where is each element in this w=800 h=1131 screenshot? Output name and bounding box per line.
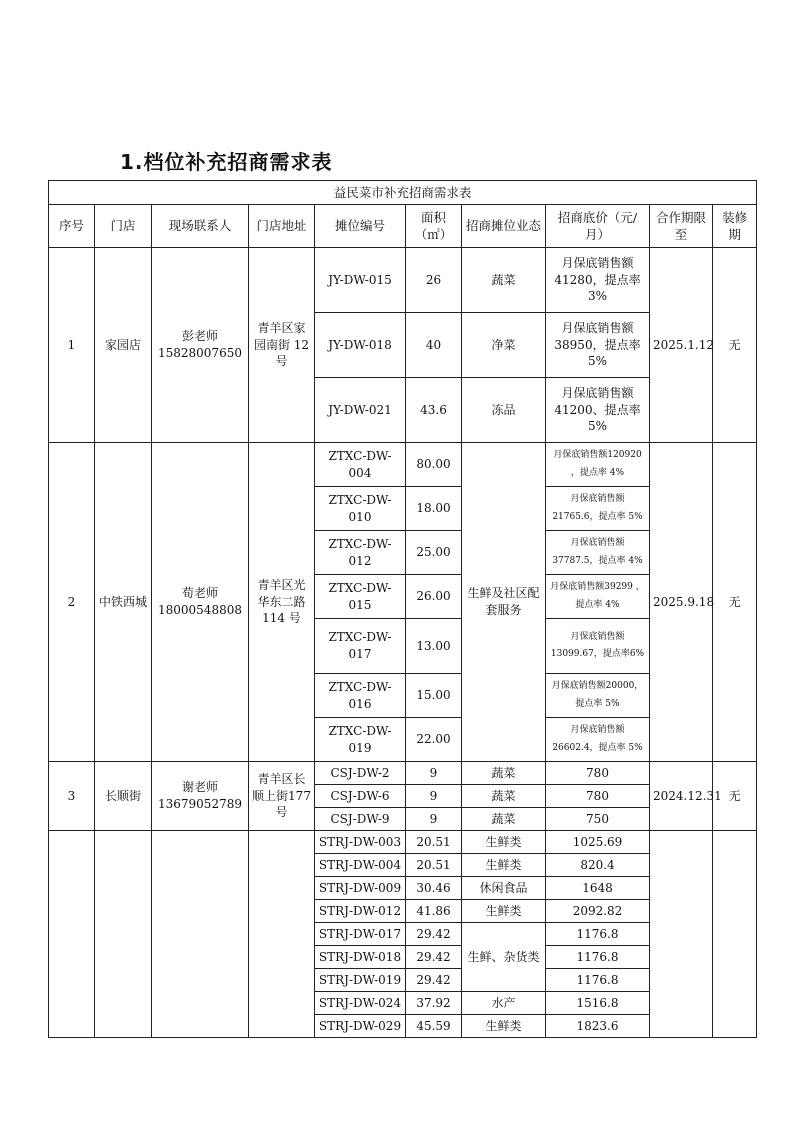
cell-business: 净菜 [462, 313, 546, 378]
cell-stall: ZTXC-DW-016 [315, 674, 406, 718]
cell-stall: STRJ-DW-012 [315, 900, 406, 923]
cell-price: 820.4 [546, 854, 650, 877]
recruitment-table [48, 180, 757, 1038]
cell-business: 冻品 [462, 378, 546, 443]
cell-price: 2092.82 [546, 900, 650, 923]
cell-business: 生鲜类 [462, 1015, 546, 1038]
cell-price: 1025.69 [546, 831, 650, 854]
cell-stall: STRJ-DW-003 [315, 831, 406, 854]
cell-address: 青羊区长顺上街177 号 [249, 762, 315, 831]
cell-contact: 谢老师13679052789 [152, 762, 249, 831]
cell-area: 25.00 [406, 531, 462, 575]
cell-business: 休闲食品 [462, 877, 546, 900]
cell-area: 41.86 [406, 900, 462, 923]
header-area: 面积（㎡） [406, 205, 462, 248]
cell-area: 9 [406, 785, 462, 808]
cell-price: 780 [546, 762, 650, 785]
cell-renovation: 无 [713, 762, 757, 831]
table-row [49, 831, 757, 854]
cell-stall: CSJ-DW-9 [315, 808, 406, 831]
cell-price: 1648 [546, 877, 650, 900]
table-row [49, 762, 757, 785]
header-renovation: 装修期 [713, 205, 757, 248]
cell-stall: STRJ-DW-004 [315, 854, 406, 877]
cell-area: 80.00 [406, 443, 462, 487]
cell-renovation: 无 [713, 248, 757, 443]
cell-term: 2025.9.18 [650, 443, 713, 762]
cell-area: 45.59 [406, 1015, 462, 1038]
header-business: 招商摊位业态 [462, 205, 546, 248]
cell-seq [49, 831, 95, 1038]
cell-price: 1176.8 [546, 969, 650, 992]
cell-store: 家园店 [95, 248, 152, 443]
cell-business: 生鲜类 [462, 831, 546, 854]
cell-area: 20.51 [406, 854, 462, 877]
cell-area: 9 [406, 762, 462, 785]
cell-store: 长顺街 [95, 762, 152, 831]
header-row [49, 205, 757, 248]
cell-price: 月保底销售额26602.4，提点率 5% [546, 718, 650, 762]
cell-price: 月保底销售额39299 ，提点率 4% [546, 575, 650, 619]
cell-stall: ZTXC-DW-019 [315, 718, 406, 762]
cell-price: 月保底销售额41280，提点率3% [546, 248, 650, 313]
cell-store: 中铁西城 [95, 443, 152, 762]
cell-price: 780 [546, 785, 650, 808]
cell-renovation [713, 831, 757, 1038]
cell-business: 水产 [462, 992, 546, 1015]
page-heading: 1.档位补充招商需求表 [120, 150, 333, 174]
cell-contact [152, 831, 249, 1038]
cell-contact: 荀老师18000548808 [152, 443, 249, 762]
cell-area: 43.6 [406, 378, 462, 443]
cell-price: 1823.6 [546, 1015, 650, 1038]
cell-seq: 2 [49, 443, 95, 762]
cell-area: 40 [406, 313, 462, 378]
cell-area: 15.00 [406, 674, 462, 718]
cell-price: 月保底销售额37787.5，提点率 4% [546, 531, 650, 575]
cell-renovation: 无 [713, 443, 757, 762]
cell-address: 青羊区家园南街 12 号 [249, 248, 315, 443]
header-base-price: 招商底价（元/月） [546, 205, 650, 248]
cell-price: 750 [546, 808, 650, 831]
cell-area: 30.46 [406, 877, 462, 900]
cell-stall: STRJ-DW-029 [315, 1015, 406, 1038]
cell-area: 9 [406, 808, 462, 831]
cell-area: 20.51 [406, 831, 462, 854]
cell-business: 生鲜类 [462, 854, 546, 877]
cell-area: 22.00 [406, 718, 462, 762]
cell-stall: JY-DW-018 [315, 313, 406, 378]
cell-seq: 1 [49, 248, 95, 443]
cell-price: 月保底销售额21765.6，提点率 5% [546, 487, 650, 531]
cell-seq: 3 [49, 762, 95, 831]
cell-term: 2025.1.12 [650, 248, 713, 443]
cell-price: 月保底销售额41200、提点率5% [546, 378, 650, 443]
cell-business: 生鲜及社区配套服务 [462, 443, 546, 762]
table-row [49, 248, 757, 313]
cell-stall: STRJ-DW-018 [315, 946, 406, 969]
cell-stall: JY-DW-015 [315, 248, 406, 313]
cell-area: 26.00 [406, 575, 462, 619]
cell-term: 2024.12.31 [650, 762, 713, 831]
cell-stall: ZTXC-DW-015 [315, 575, 406, 619]
cell-price: 1176.8 [546, 923, 650, 946]
cell-business: 生鲜、杂货类 [462, 923, 546, 992]
cell-area: 13.00 [406, 619, 462, 674]
cell-area: 29.42 [406, 946, 462, 969]
cell-price: 月保底销售额38950，提点率5% [546, 313, 650, 378]
cell-business: 蔬菜 [462, 808, 546, 831]
cell-price: 1176.8 [546, 946, 650, 969]
header-stall-no: 摊位编号 [315, 205, 406, 248]
cell-stall: CSJ-DW-6 [315, 785, 406, 808]
cell-contact: 彭老师15828007650 [152, 248, 249, 443]
cell-address [249, 831, 315, 1038]
cell-term [650, 831, 713, 1038]
header-contact: 现场联系人 [152, 205, 249, 248]
cell-price: 月保底销售额20000，提点率 5% [546, 674, 650, 718]
cell-area: 29.42 [406, 923, 462, 946]
header-address: 门店地址 [249, 205, 315, 248]
cell-price: 月保底销售额13099.67，提点率6% [546, 619, 650, 674]
cell-stall: STRJ-DW-017 [315, 923, 406, 946]
cell-price: 月保底销售额120920 ，提点率 4% [546, 443, 650, 487]
cell-price: 1516.8 [546, 992, 650, 1015]
cell-stall: CSJ-DW-2 [315, 762, 406, 785]
cell-stall: STRJ-DW-024 [315, 992, 406, 1015]
table-row [49, 443, 757, 487]
cell-area: 29.42 [406, 969, 462, 992]
cell-stall: ZTXC-DW-010 [315, 487, 406, 531]
cell-stall: STRJ-DW-019 [315, 969, 406, 992]
cell-business: 蔬菜 [462, 762, 546, 785]
table-caption: 益民菜市补充招商需求表 [49, 181, 757, 205]
cell-address: 青羊区光华东二路 114 号 [249, 443, 315, 762]
cell-business: 蔬菜 [462, 785, 546, 808]
cell-stall: JY-DW-021 [315, 378, 406, 443]
header-seq: 序号 [49, 205, 95, 248]
header-store: 门店 [95, 205, 152, 248]
cell-area: 37.92 [406, 992, 462, 1015]
cell-stall: ZTXC-DW-004 [315, 443, 406, 487]
cell-area: 26 [406, 248, 462, 313]
cell-stall: ZTXC-DW-017 [315, 619, 406, 674]
cell-business: 蔬菜 [462, 248, 546, 313]
cell-store [95, 831, 152, 1038]
cell-stall: ZTXC-DW-012 [315, 531, 406, 575]
cell-area: 18.00 [406, 487, 462, 531]
header-term: 合作期限至 [650, 205, 713, 248]
cell-business: 生鲜类 [462, 900, 546, 923]
cell-stall: STRJ-DW-009 [315, 877, 406, 900]
